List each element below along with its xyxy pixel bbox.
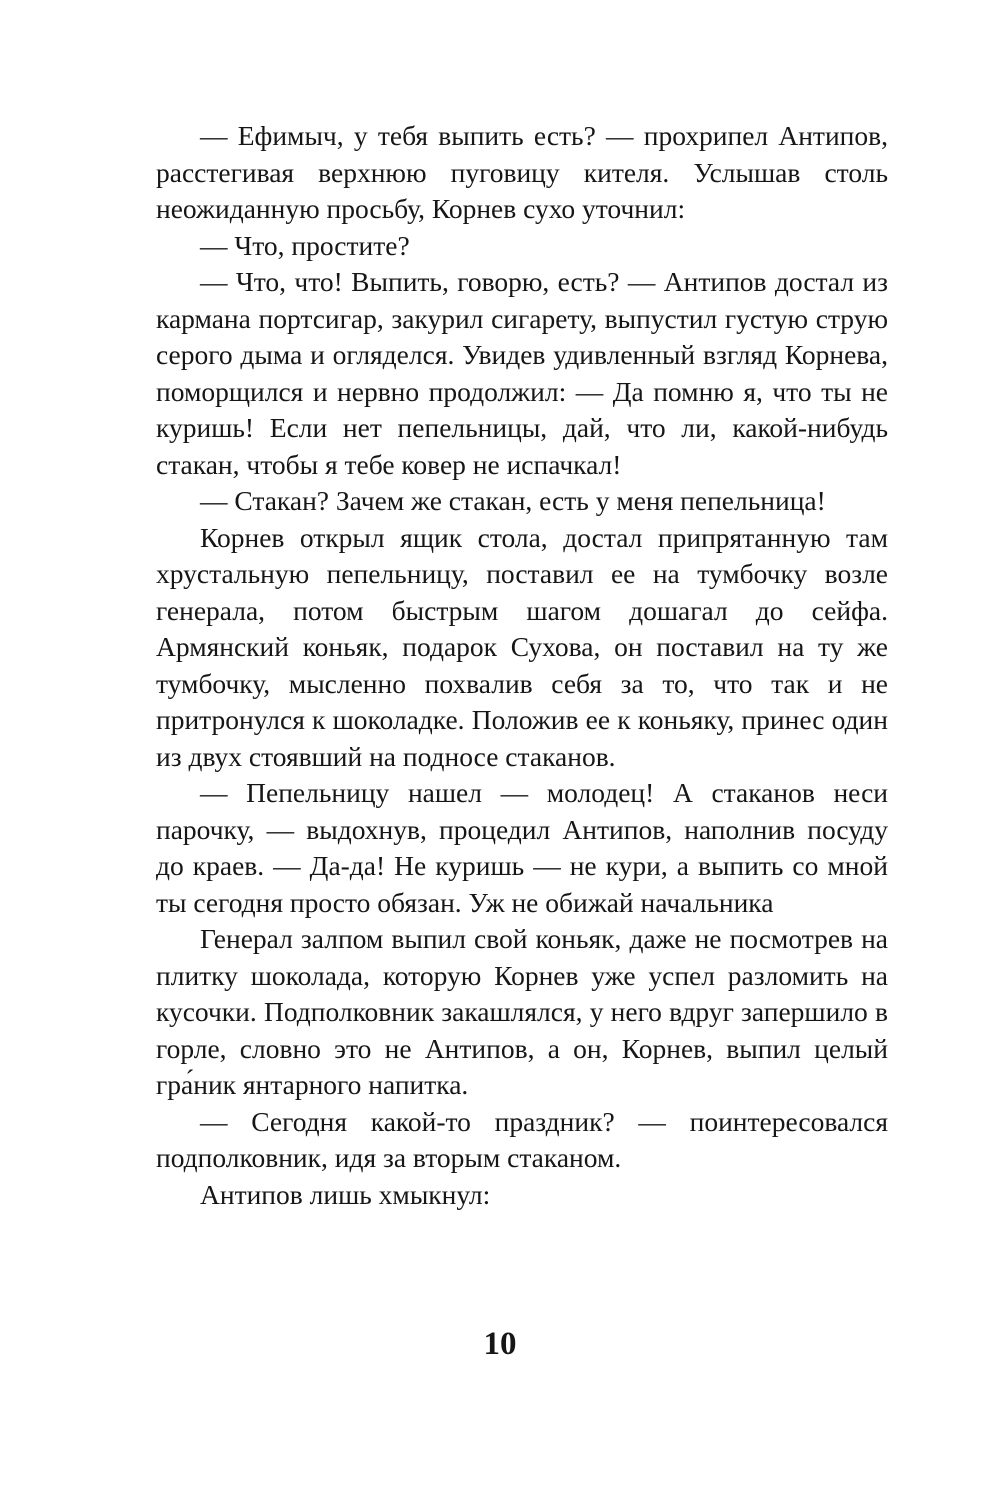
page-number: 10 <box>483 1326 517 1362</box>
paragraph: — Сегодня какой-то праздник? — поинтересовался подполковник, идя за вторым стаканом. <box>156 1105 888 1173</box>
paragraph: — Стакан? Зачем же стакан, есть у меня пепельница! <box>200 485 826 516</box>
paragraph: Корнев открыл ящик стола, достал припрятанную там хрустальную пепельницу, поставил ее на тумбочку возле генерала, потом быстрым шагом дошагал до сейфа. Армянский коньяк, подарок Сухова, он поставил на ту же тумбочку, мысленно похвалив себя за то, что так и не притронулся к шоколадке. Положив ее к коньяку, принес один из двух стоявший на подносе стаканов. <box>156 521 888 772</box>
paragraph: — Ефимыч, у тебя выпить есть? — прохрипел Антипов, расстегивая верхнюю пуговицу кителя. Услышав столь неожиданную просьбу, Корнев сухо уточнил: <box>156 120 888 224</box>
paragraph: — Пепельницу нашел — молодец! А стаканов неси парочку, — выдохнув, процедил Антипов, наполнив посуду до краев. — Да-да! Не куришь — не кури, а выпить со мной ты сегодня просто обязан. Уж не обижай начальника <box>156 777 888 918</box>
body-text <box>156 118 888 1213</box>
paragraph: Антипов лишь хмыкнул: <box>200 1178 491 1210</box>
paragraph: — Что, что! Выпить, говорю, есть? — Антипов достал из кармана портсигар, закурил сигарету, выпустил густую струю серого дыма и огляделся. Увидев удивленный взгляд Корнева, поморщился и нервно продолжил: — Да помню я, что ты не куришь! Если нет пепельницы, дай, что ли, какой-нибудь стакан, чтобы я тебе ковер не испачкал! <box>156 266 888 480</box>
paragraph: — Что, простите? <box>200 229 410 261</box>
paragraph: Генерал залпом выпил свой коньяк, даже не посмотрев на плитку шоколада, которую Корнев уже успел разломить на кусочки. Подполковник закашлялся, у него вдруг запершило в горле, словно это не Антипов, а он, Корнев, выпил целый гра́ник янтарного напитка. <box>156 923 888 1100</box>
